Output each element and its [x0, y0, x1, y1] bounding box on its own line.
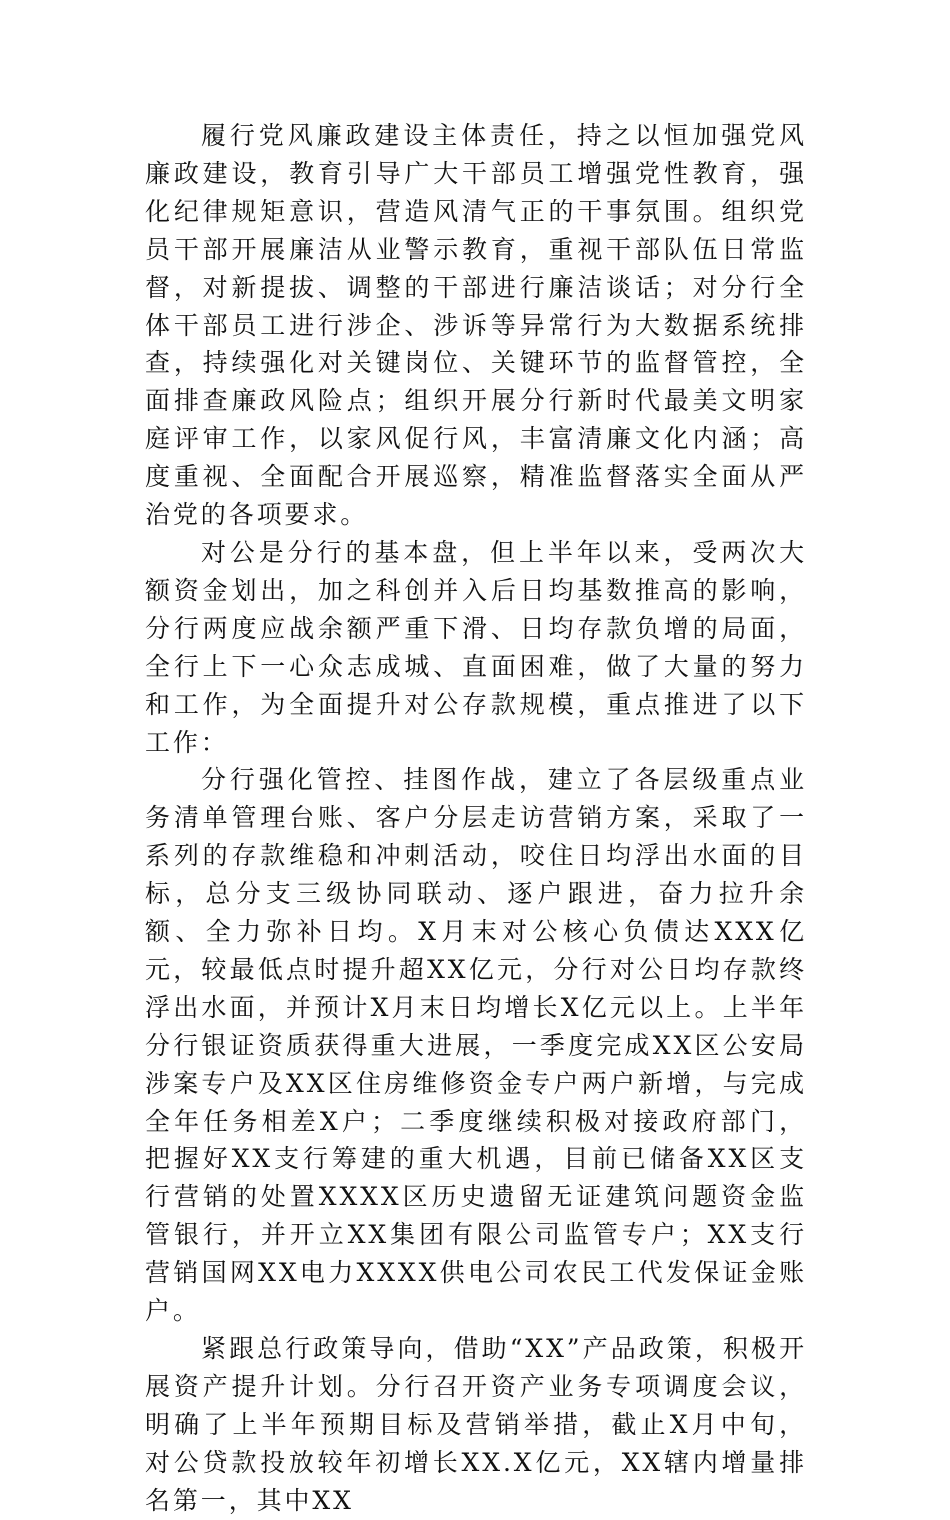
document-body: [145, 117, 807, 1520]
paragraph-asset-growth: 紧跟总行政策导向，借助“XX”产品政策，积极开展资产提升计划。分行召开资产业务专项调度会议，明确了上半年预期目标及营销举措，截止X月中旬，对公贷款投放较年初增长XX.X亿元，XX辖内增量排名第一，其中XX: [145, 1334, 807, 1515]
paragraph-branch-measures: 分行强化管控、挂图作战，建立了各层级重点业务清单管理台账、客户分层走访营销方案，采取了一系列的存款维稳和冲刺活动，咬住日均浮出水面的目标，总分支三级协同联动、逐户跟进，奋力拉升余额、全力弥补日均。X月末对公核心负债达XXX亿元，较最低点时提升超XX亿元，分行对公日均存款终浮出水面，并预计X月末日均增长X亿元以上。上半年分行银证资质获得重大进展，一季度完成XX区公安局涉案专户及XX区住房维修资金专户两户新增，与完成全年任务相差X户；二季度继续积极对接政府部门，把握好XX支行筹建的重大机遇，目前已储备XX区支行营销的处置XXXX区历史遗留无证建筑问题资金监管银行，并开立XX集团有限公司监管专户；XX支行营销国网XX电力XXXX供电公司农民工代发保证金账户。: [145, 765, 807, 1326]
paragraph-party-conduct: 履行党风廉政建设主体责任，持之以恒加强党风廉政建设，教育引导广大干部员工增强党性教育，强化纪律规矩意识，营造风清气正的干事氛围。组织党员干部开展廉洁从业警示教育，重视干部队伍日常监督，对新提拔、调整的干部进行廉洁谈话；对分行全体干部员工进行涉企、涉诉等异常行为大数据系统排查，持续强化对关键岗位、关键环节的监督管控，全面排查廉政风险点；组织开展分行新时代最美文明家庭评审工作，以家风促行风，丰富清廉文化内涵；高度重视、全面配合开展巡察，精准监督落实全面从严治党的各项要求。: [145, 121, 807, 530]
paragraph-corporate-deposits: 对公是分行的基本盘，但上半年以来，受两次大额资金划出，加之科创并入后日均基数推高的影响，分行两度应战余额严重下滑、日均存款负增的局面，全行上下一心众志成城、直面困难，做了大量的努力和工作，为全面提升对公存款规模，重点推进了以下工作：: [145, 537, 807, 757]
